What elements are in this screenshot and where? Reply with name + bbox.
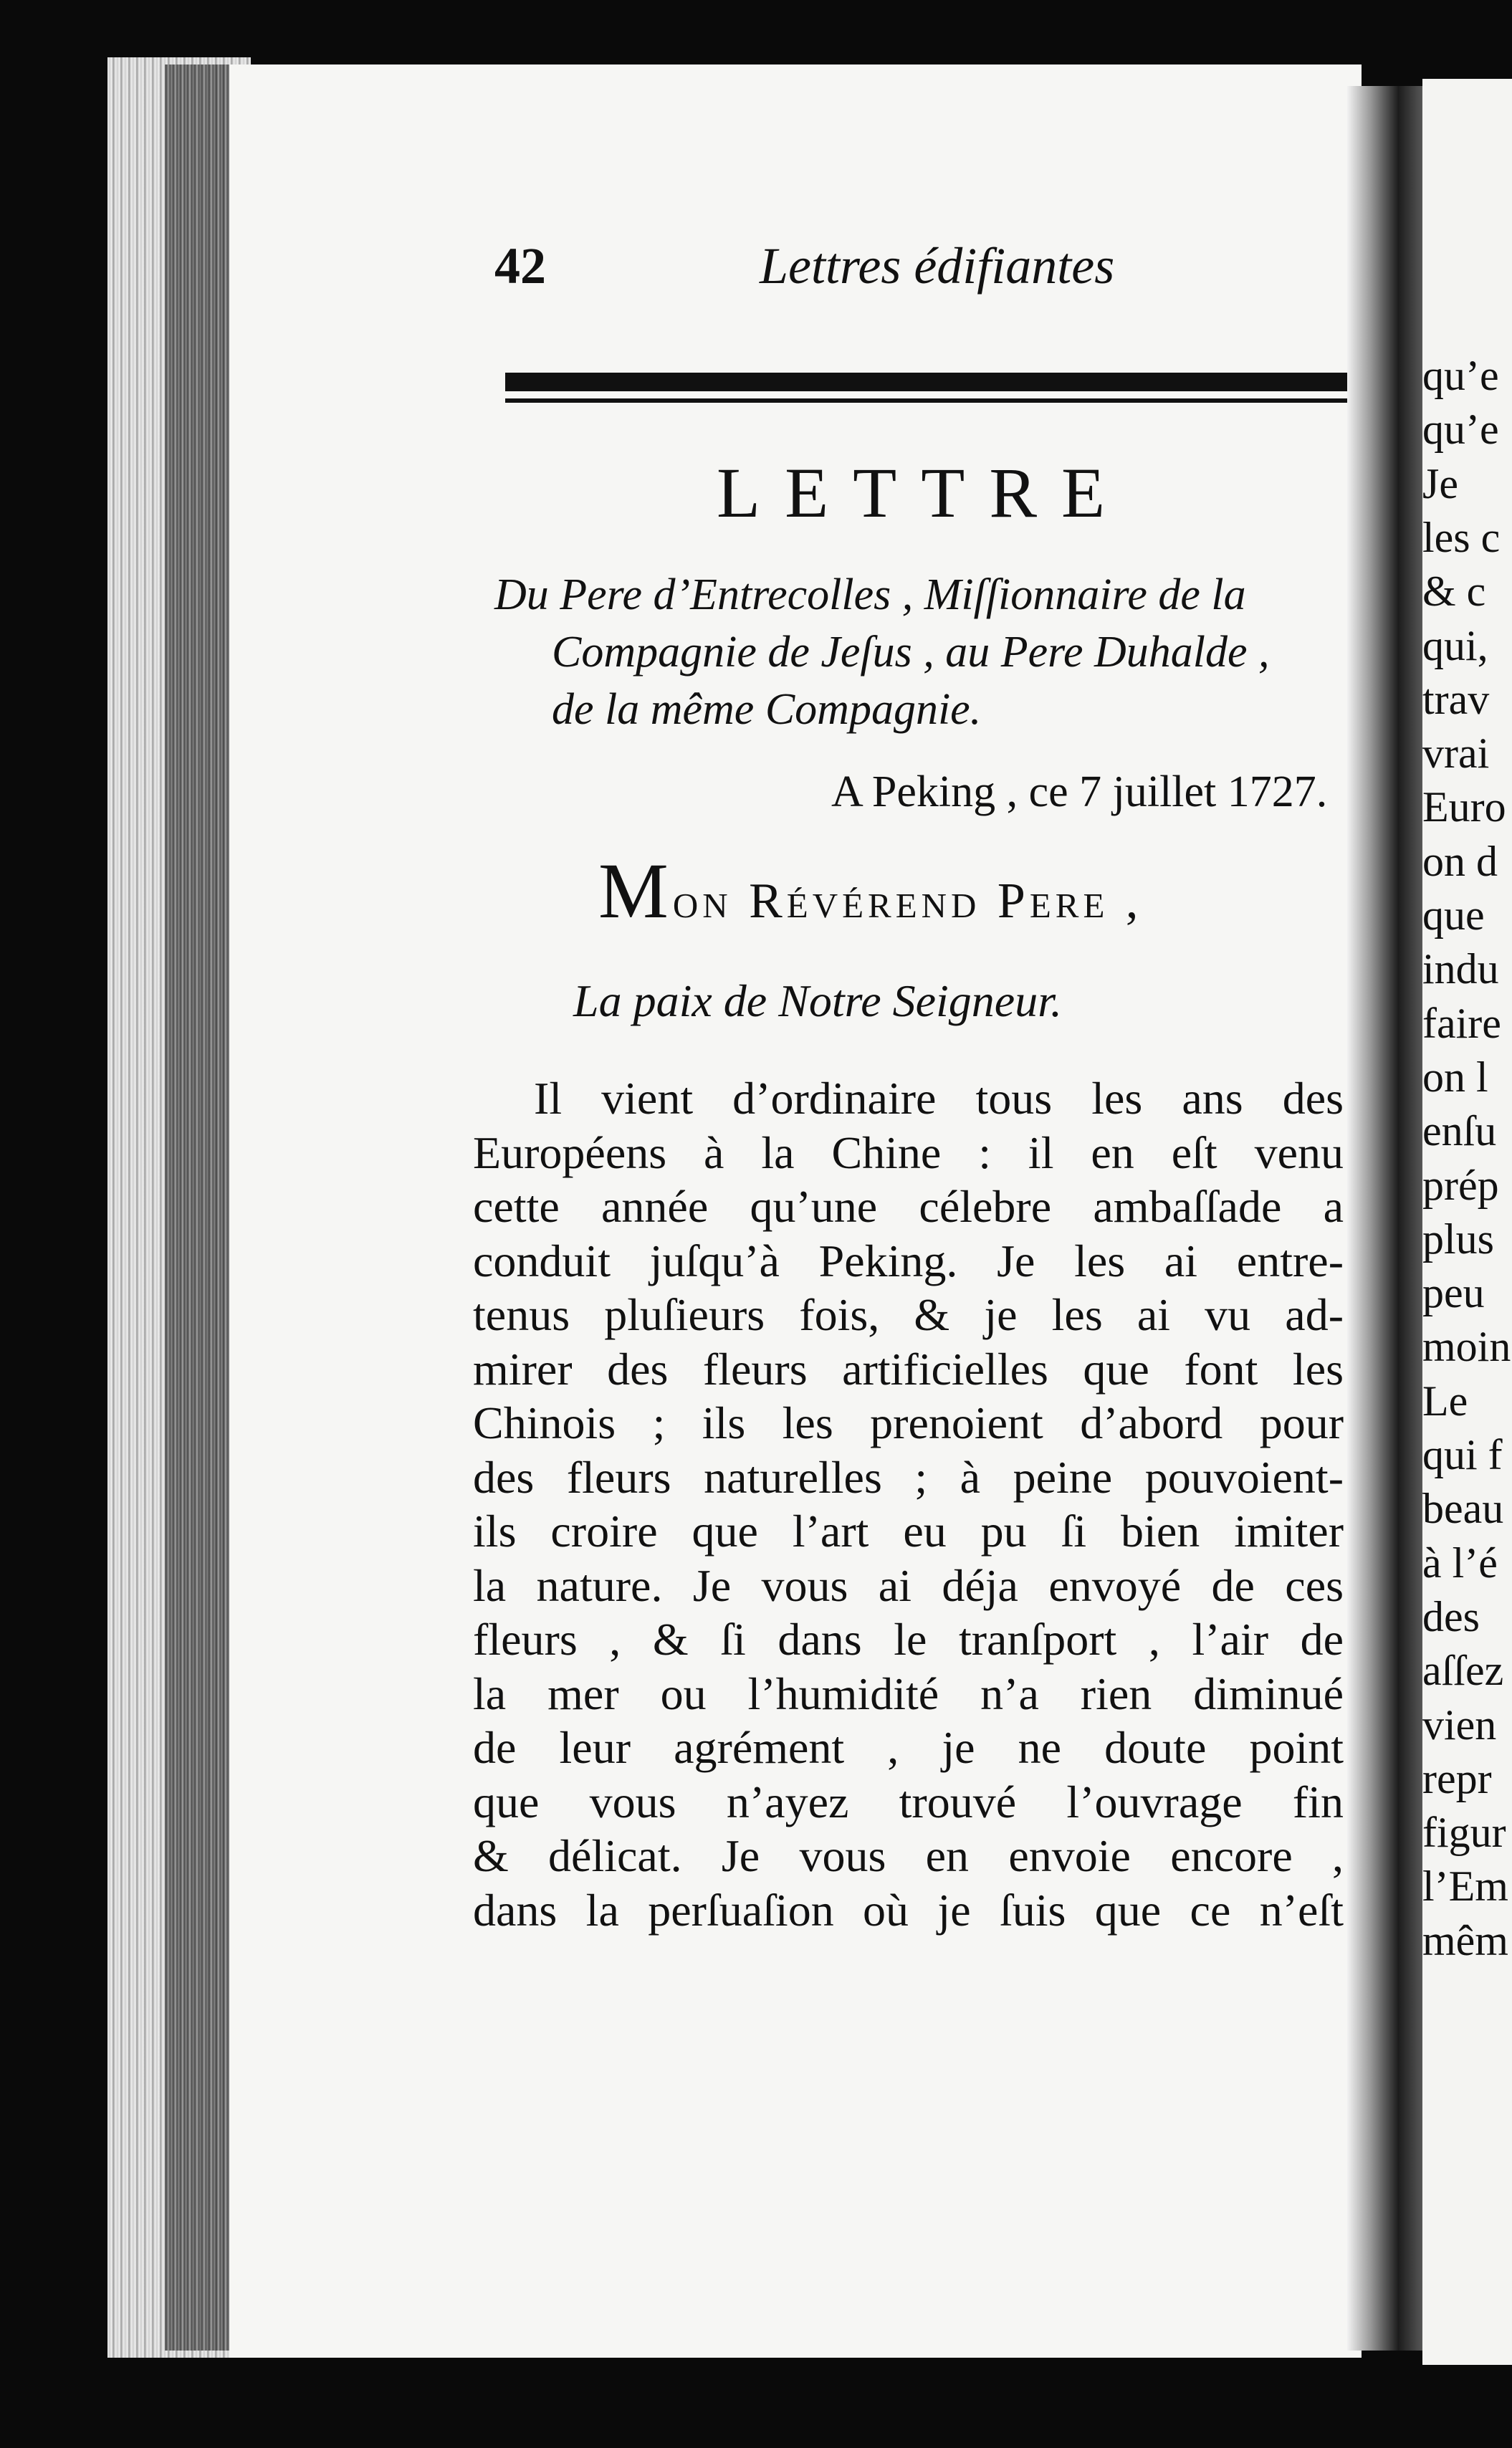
book-spine-shadow [165,64,236,2351]
body-line: fleurs , & ſi dans le tranſport , l’air de [473,1614,1344,1665]
body-line: Chinois ; ils les prenoient d’abord pour [473,1397,1344,1448]
page-header [494,236,1125,315]
next-page-fragment: des [1422,1592,1480,1640]
next-page-fragment: vrai [1422,730,1490,778]
next-page-fragment: à l’é [1422,1539,1498,1587]
page-number: 42 [494,237,546,295]
next-page-fragment: trav [1422,675,1490,723]
next-page-fragment: Euro [1422,783,1506,831]
next-page-fragment: enſu [1422,1107,1497,1155]
body-line: la nature. Je vous ai déja envoyé de ces [473,1559,1344,1611]
next-page-fragment: Je [1422,459,1458,507]
next-page-fragment: qu’e [1422,352,1499,399]
body-line: Il vient d’ordinaire tous les ans des [534,1073,1344,1124]
salutation-text: on Révérend Pere , [672,874,1143,929]
dateline: A Peking , ce 7 juillet 1727. [831,768,1328,816]
subtitle-line: Compagnie de Jeſus , au Pere Duhalde , [552,628,1270,676]
next-page-fragment: on l [1422,1053,1488,1101]
letter-subtitle [494,566,1354,738]
subtitle-line: de la même Compagnie. [552,685,982,734]
header-rule-thin [505,398,1354,403]
letter-heading: LETTRE [717,453,1130,532]
next-page-fragment: mêm [1422,1916,1508,1964]
next-page-fragment: Le [1422,1377,1468,1425]
next-page-fragment: faire [1422,999,1501,1047]
running-title: Lettres édifiantes [760,237,1115,295]
body-line: Européens à la Chine : il en eſt venu [473,1127,1344,1178]
next-page-fragment: plus [1422,1215,1495,1263]
next-page-fragment: beau [1422,1485,1504,1533]
body-line: ils croire que l’art eu pu ſi bien imiter [473,1506,1344,1557]
body-line: tenus pluſieurs fois, & je les ai vu ad- [473,1289,1344,1340]
next-page-fragment: qui, [1422,621,1488,669]
next-page-fragment: figur [1422,1809,1506,1857]
body-line: de leur agrément , je ne doute point [473,1722,1344,1773]
next-page-fragment: moin [1422,1323,1511,1371]
next-page-fragment: on d [1422,837,1498,885]
body-line: que vous n’ayez trouvé l’ouvrage fin [473,1776,1344,1827]
next-page-fragment: peu [1422,1269,1485,1317]
next-page-edge [1422,79,1512,2365]
next-page-fragment: vien [1422,1701,1497,1749]
next-page-fragment: indu [1422,945,1499,993]
greeting: La paix de Notre Seigneur. [573,975,1062,1026]
next-page-fragment: qu’e [1422,406,1499,454]
next-page-fragment: que [1422,891,1485,939]
next-page-fragment: les c [1422,513,1501,561]
body-line: & délicat. Je vous en envoie encore , [473,1830,1344,1881]
body-line: des fleurs naturelles ; à peine pouvoient- [473,1451,1344,1503]
body-line: dans la perſuaſion où je ſuis que ce n’eſt [473,1884,1344,1936]
body-line: cette année qu’une célebre ambaſſade a [473,1181,1344,1232]
next-page-fragment: qui f [1422,1431,1503,1478]
body-line: mirer des fleurs artificielles que font les [473,1343,1344,1395]
subtitle-line: Du Pere d’Entrecolles , Miſſionnaire de la [494,570,1246,619]
next-page-fragment: repr [1422,1754,1492,1802]
salutation-initial: M [598,847,673,934]
body-line: la mer ou l’humidité n’a rien diminué [473,1668,1344,1719]
body-line: conduit juſqu’à Peking. Je les ai entre- [473,1235,1344,1286]
header-rule-thick [505,373,1354,391]
body-text [473,1071,1344,1937]
next-page-fragment: prép [1422,1161,1499,1209]
next-page-fragment: l’Em [1422,1863,1508,1911]
next-page-fragment: & c [1422,568,1486,616]
next-page-fragment: aſſez [1422,1647,1504,1695]
salutation [598,846,1351,937]
